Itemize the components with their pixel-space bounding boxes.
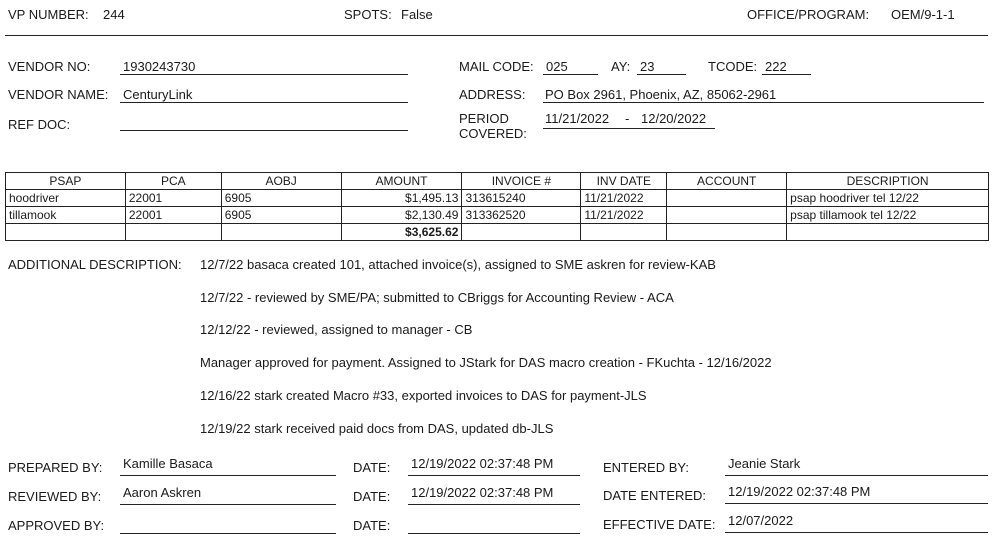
period-end-value: 12/20/2022 [641,111,707,126]
approved-date-label: DATE: [353,518,391,533]
office-program-label: OFFICE/PROGRAM: [747,7,870,22]
vp-number-label: VP NUMBER: [8,7,89,22]
approved-date-underline [408,533,580,534]
cell-pca: 22001 [125,190,221,207]
period-dash: - [625,111,630,126]
cell-empty [462,224,581,241]
col-header-pca: PCA [125,173,221,190]
description-line: 12/16/22 stark created Macro #33, exported invoices to DAS for payment-JLS [200,388,647,403]
entered-by-label: ENTERED BY: [603,460,689,475]
cell-empty [667,224,787,241]
period-underline [543,128,715,129]
approved-by-underline [120,533,336,534]
cell-empty [6,224,126,241]
period-label-line2: COVERED: [459,126,527,141]
cell-psap: hoodriver [6,190,126,207]
ay-label: AY: [611,59,631,74]
cell-empty [221,224,341,241]
spots-label: SPOTS: [344,7,392,22]
vendor-name-value: CenturyLink [123,87,193,102]
mail-code-underline [543,74,598,75]
period-start-value: 11/21/2022 [545,111,610,126]
cell-empty [581,224,667,241]
cell-inv-date: 11/21/2022 [581,207,667,224]
description-line: 12/7/22 - reviewed by SME/PA; submitted to CBriggs for Accounting Review - ACA [200,290,674,305]
prepared-by-value: Kamille Basaca [123,456,213,471]
col-header-invoice: INVOICE # [462,173,581,190]
cell-amount: $2,130.49 [341,207,462,224]
prepared-by-label: PREPARED BY: [8,460,103,475]
approved-by-label: APPROVED BY: [8,518,105,533]
reviewed-by-underline [120,504,336,505]
reviewed-by-value: Aaron Askren [123,485,202,500]
reviewed-date-underline [408,504,580,505]
prepared-date-value: 12/19/2022 02:37:48 PM [411,456,554,471]
reviewed-date-value: 12/19/2022 02:37:48 PM [411,485,554,500]
vendor-name-underline [120,102,408,103]
table-row [6,207,989,224]
period-label-line1: PERIOD [459,111,509,126]
cell-empty [787,224,989,241]
cell-psap: tillamook [6,207,126,224]
cell-pca: 22001 [125,207,221,224]
date-entered-label: DATE ENTERED: [603,488,707,503]
prepared-date-label: DATE: [353,460,391,475]
cell-description: psap tillamook tel 12/22 [787,207,989,224]
cell-inv-date: 11/21/2022 [581,190,667,207]
col-header-psap: PSAP [6,173,126,190]
mail-code-value: 025 [546,59,568,74]
col-header-aobj: AOBJ [221,173,341,190]
col-header-description: DESCRIPTION [787,173,989,190]
description-line: Manager approved for payment. Assigned to JStark for DAS macro creation - FKuchta - 12/16/2022 [200,355,772,370]
col-header-account: ACCOUNT [667,173,787,190]
additional-description-label: ADDITIONAL DESCRIPTION: [8,257,182,272]
date-entered-value: 12/19/2022 02:37:48 PM [728,484,871,499]
header-divider [5,35,988,36]
cell-account [667,207,787,224]
prepared-date-underline [408,475,580,476]
address-label: ADDRESS: [459,87,526,102]
ref-doc-underline [120,130,408,131]
ref-doc-label: REF DOC: [8,117,71,132]
cell-aobj: 6905 [221,190,341,207]
vendor-no-value: 1930243730 [123,59,196,74]
vendor-no-label: VENDOR NO: [8,59,91,74]
reviewed-by-label: REVIEWED BY: [8,489,102,504]
description-line: 12/12/22 - reviewed, assigned to manager - CB [200,322,473,337]
cell-invoice: 313362520 [462,207,581,224]
col-header-inv-date: INV DATE [581,173,667,190]
tcode-label: TCODE: [708,59,758,74]
spots-value: False [401,7,433,22]
effective-date-label: EFFECTIVE DATE: [603,517,716,532]
cell-amount: $1,495.13 [341,190,462,207]
prepared-by-underline [120,475,336,476]
invoice-table [5,172,989,241]
address-value: PO Box 2961, Phoenix, AZ, 85062-2961 [545,87,777,102]
address-underline [543,102,984,103]
ay-value: 23 [640,59,655,74]
cell-total-amount: $3,625.62 [341,224,462,241]
entered-by-underline [725,475,988,476]
vendor-name-label: VENDOR NAME: [8,87,109,102]
description-line: 12/7/22 basaca created 101, attached invoice(s), assigned to SME askren for review-KAB [200,257,716,272]
effective-date-underline [725,532,988,533]
mail-code-label: MAIL CODE: [459,59,534,74]
tcode-underline [762,74,811,75]
reviewed-date-label: DATE: [353,489,391,504]
col-header-amount: AMOUNT [341,173,462,190]
table-header-row [6,173,989,190]
cell-empty [125,224,221,241]
cell-description: psap hoodriver tel 12/22 [787,190,989,207]
tcode-value: 222 [765,59,787,74]
table-row [6,190,989,207]
vp-number-value: 244 [103,7,125,22]
entered-by-value: Jeanie Stark [728,456,801,471]
vendor-no-underline [120,74,408,75]
description-line: 12/19/22 stark received paid docs from DAS, updated db-JLS [200,421,554,436]
cell-invoice: 313615240 [462,190,581,207]
cell-aobj: 6905 [221,207,341,224]
date-entered-underline [725,503,988,504]
cell-account [667,190,787,207]
effective-date-value: 12/07/2022 [728,513,794,528]
ay-underline [637,74,686,75]
office-program-value: OEM/9-1-1 [891,7,955,22]
table-total-row [6,224,989,241]
